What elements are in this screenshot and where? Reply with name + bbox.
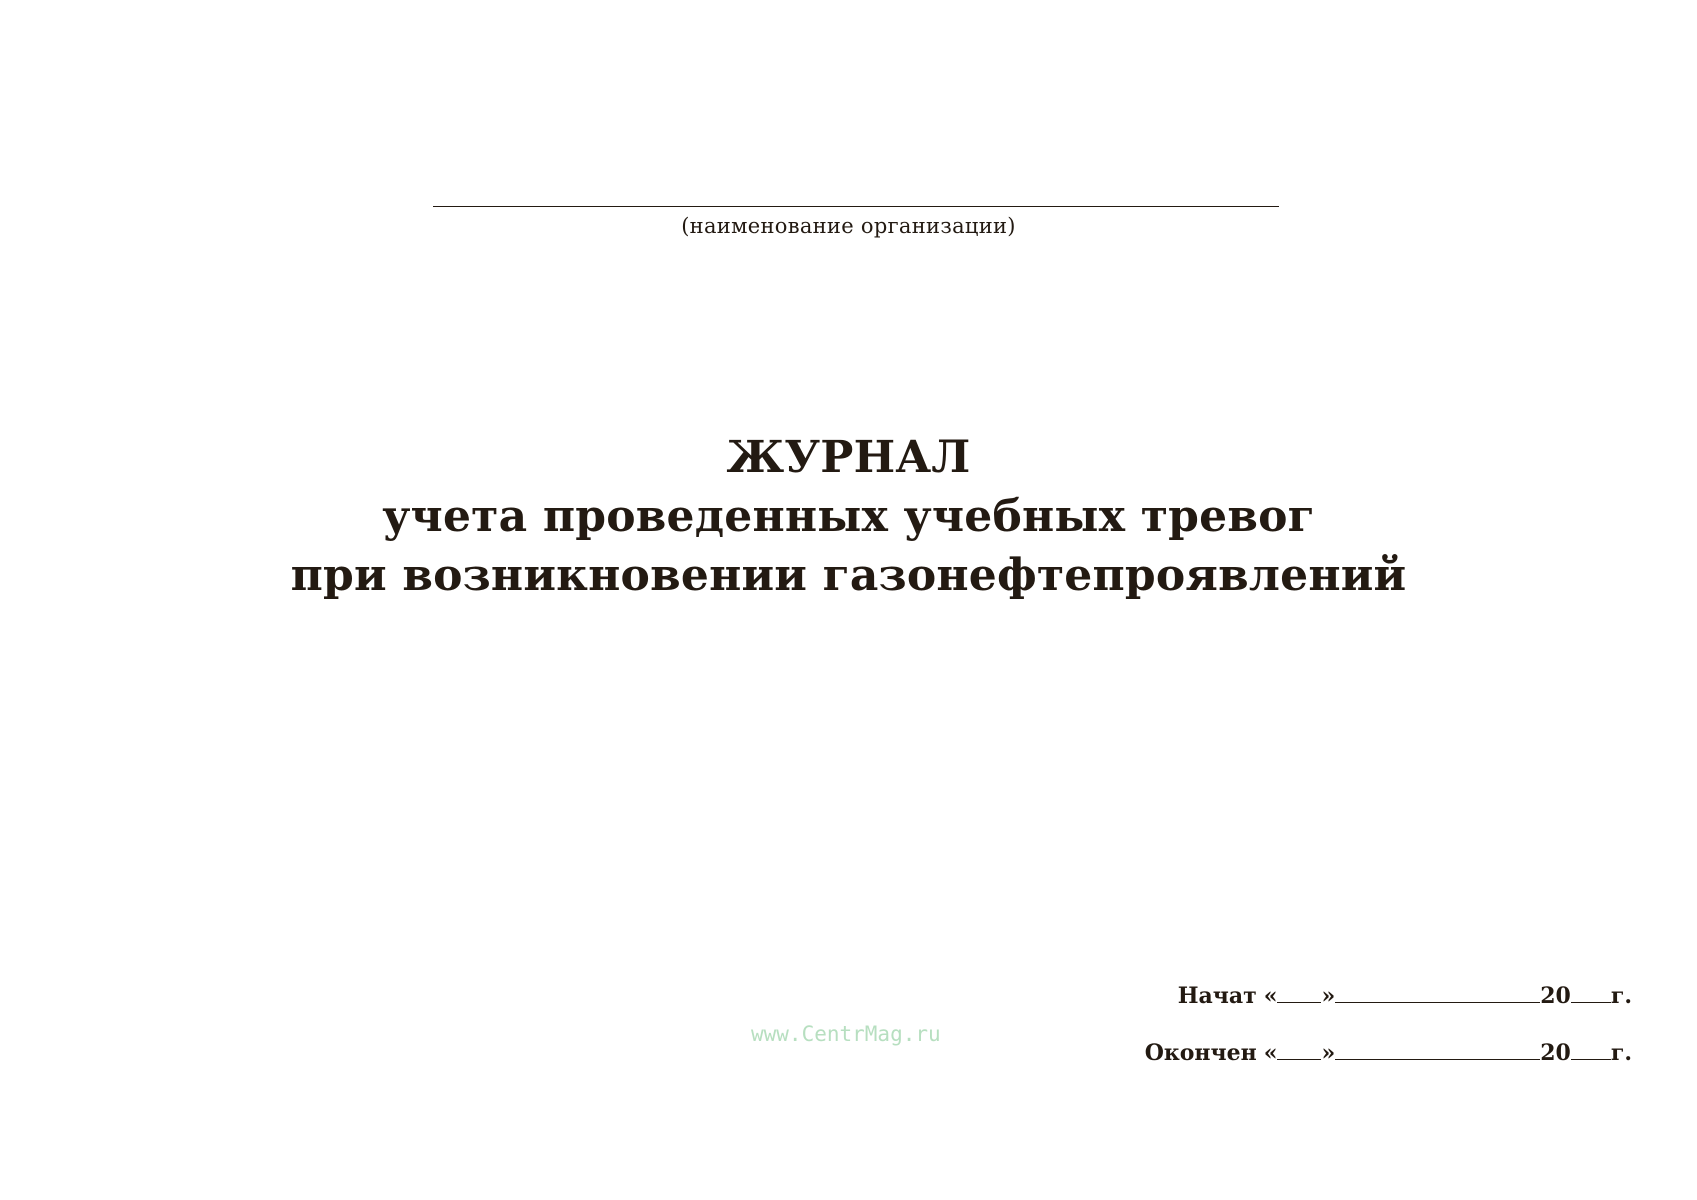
title-line-3: при возникновении газонефтепроявлений — [290, 550, 1407, 601]
title-line-2: учета проведенных учебных тревог — [382, 491, 1315, 542]
open-quote: « — [1263, 983, 1278, 1009]
start-year-blank — [1571, 984, 1611, 1003]
watermark: www.CentrMag.ru — [751, 1022, 941, 1046]
organization-name-caption: (наименование организации) — [681, 214, 1016, 238]
year-suffix: г. — [1610, 983, 1632, 1009]
title-line-1: ЖУРНАЛ — [726, 432, 971, 483]
end-date-row — [1145, 1040, 1632, 1066]
start-date-row — [1178, 983, 1632, 1009]
close-quote: » — [1321, 983, 1336, 1009]
start-date-label: Начат — [1177, 983, 1257, 1009]
end-day-blank — [1277, 1041, 1321, 1060]
document-title — [0, 428, 1697, 605]
century: 20 — [1540, 983, 1571, 1009]
organization-name-line — [433, 206, 1279, 207]
open-quote: « — [1263, 1040, 1278, 1066]
century: 20 — [1540, 1040, 1571, 1066]
end-month-blank — [1335, 1041, 1540, 1060]
year-suffix: г. — [1610, 1040, 1632, 1066]
end-year-blank — [1571, 1041, 1611, 1060]
close-quote: » — [1321, 1040, 1336, 1066]
start-month-blank — [1335, 984, 1540, 1003]
end-date-label: Окончен — [1144, 1040, 1257, 1066]
start-day-blank — [1277, 984, 1321, 1003]
